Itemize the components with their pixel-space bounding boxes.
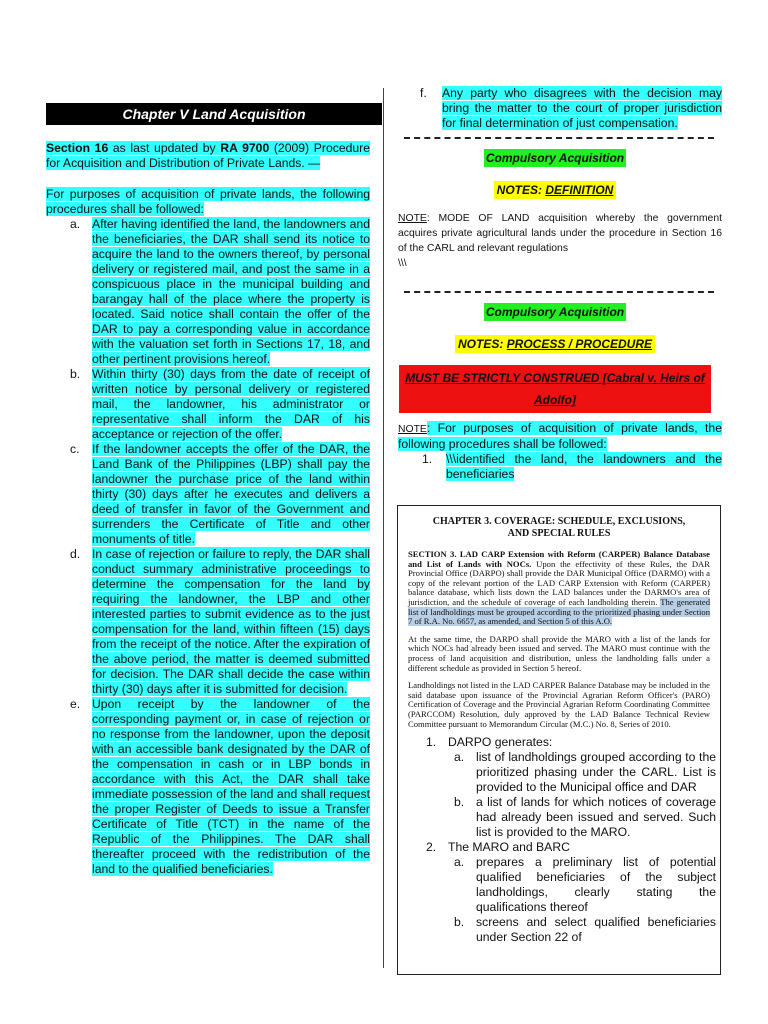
intro-text: For purposes of acquisition of private lands, the following procedures shall be followed: <box>46 187 370 216</box>
doc-section-3 <box>408 550 710 627</box>
list-item <box>46 697 370 877</box>
note-text: : MODE OF LAND acquisition whereby the government acquires private agricultural lands under the procedure in Section 16 of the CARL and relevant regulations <box>398 213 722 254</box>
chapter-title: Chapter V Land Acquisition <box>46 103 382 125</box>
column-divider <box>383 88 384 968</box>
heading-compulsory-1 <box>388 149 722 167</box>
notes-value: DEFINITION <box>545 183 614 197</box>
item-marker: 2. <box>426 840 437 855</box>
construed-line-2: Adolfo] <box>534 393 576 407</box>
notes-definition <box>388 181 722 199</box>
list-item <box>46 442 370 547</box>
item-text: list of landholdings grouped according to the prioritized phasing under the CARL. List is provided to the Municipal office and DAR <box>476 750 716 795</box>
doc-title-line-1: CHAPTER 3. COVERAGE: SCHEDULE, EXCLUSIONS, <box>432 516 686 527</box>
item-text: a list of lands for which notices of coverage had already been issued and served. Such list is provided to the MARO. <box>476 795 716 840</box>
item-text: Upon receipt by the landowner of the corresponding payment or, in case of rejection or no response from the landowner, upon the deposit with an accessible bank designated by the DAR of the compensation in cash or in LBP bonds in accordance with this Act, the DAR shall take immediate possession of the land and shall request the proper Register of Deeds to issue a Transfer Certificate of Title (TCT) in the name of the Republic of the Philippines. The DAR shall thereafter proceed with the redistribution of the land to the qualified beneficiaries. <box>92 697 370 876</box>
note-procedure <box>388 421 722 452</box>
list-item <box>398 750 720 795</box>
item-marker: a. <box>454 750 465 765</box>
section-mid: as last updated by <box>108 141 221 155</box>
construed-line-1: MUST BE STRICTLY CONSTRUED [Cabral v. Heirs of <box>405 371 705 385</box>
compulsory-acquisition-label: Compulsory Acquisition <box>485 305 625 319</box>
list-item <box>388 86 722 131</box>
notes-value: PROCESS / PROCEDURE <box>506 337 653 351</box>
list-item <box>46 547 370 697</box>
note-text: : For purposes of acquisition of private lands, the following procedures shall be followed: <box>398 421 722 451</box>
item-marker: b. <box>454 795 465 810</box>
item-marker: c. <box>70 442 80 456</box>
notes-label: NOTES: <box>457 337 507 351</box>
right-column <box>388 86 722 482</box>
item-text: After having identified the land, the landowners and the beneficiaries, the DAR shall send its notice to acquire the land to the owners thereof, by personal delivery or registered mail, and post the same in a conspicuous place in the municipal building and barangay hall of the place where the property is located. Said notice shall contain the offer of the DAR to pay a corresponding value in accordance with the valuation set forth in Sections 17, 18, and other pertinent provisions hereof. <box>92 217 370 366</box>
dashed-divider <box>404 137 714 139</box>
note-prefix: NOTE <box>398 213 427 224</box>
item-marker: a. <box>454 855 465 870</box>
item-text: DARPO generates: <box>448 735 553 750</box>
doc-title <box>398 516 720 540</box>
doc-section-text: Upon the effectivity of these Rules, the DAR Provincial Office (DARPO) shall provide the DAR Municipal Office (DARMO) with a copy of the relevant portion of the LAD CARP Extension with Reform (CARPER) balance database, which lists down the LAD balances under the DARMO's area of jurisdiction, and the schedule of coverage of each landholding therein. <box>408 558 710 607</box>
heading-compulsory-2 <box>388 303 722 321</box>
item-text: screens and select qualified beneficiaries under Section 22 of <box>476 915 716 945</box>
embedded-document-image <box>397 505 721 975</box>
must-be-construed <box>388 365 722 413</box>
list-item <box>46 367 370 442</box>
item-text: prepares a preliminary list of potential qualified beneficiaries of the subject landholdings, clearly stating the qualifications thereof <box>476 855 716 915</box>
doc-selected-text: The generated list of landholdings must be grouped according to the prioritized phasing under Section 7 of R.A. No. 6657, as amended, and Section 5 of this A.O. <box>408 596 710 627</box>
doc-section-heading: SECTION 3. LAD CARP Extension with Reform (CARPER) Balance Database and List of Lands with NOCs. <box>408 549 710 569</box>
section-year-title: (2009) Procedure for Acquisition and Distribution of Private Lands. — <box>46 141 370 170</box>
item-text: Within thirty (30) days from the date of receipt of written notice by personal delivery or registered mail, the landowner, his administrator or representative shall inform the DAR of his acceptance or rejection of the offer. <box>92 367 370 441</box>
darpo-list <box>398 735 720 750</box>
darpo-sublist <box>398 750 720 840</box>
list-item <box>388 452 722 482</box>
doc-paragraph: Landholdings not listed in the LAD CARPER Balance Database may be included in the said database upon issuance of the Provincial Agrarian Reform Officer's (PARO) Certification of Coverage and the Provincial Agrarian Reform Coordinating Committee (PARCCOM) Resolution, duly approved by the LAD Balance Technical Review Committee pursuant to Memorandum Circular (M.C.) No. 8, Series of 2010. <box>408 680 710 729</box>
compulsory-acquisition-label: Compulsory Acquisition <box>485 151 625 165</box>
doc-title-line-2: AND SPECIAL RULES <box>507 528 611 539</box>
item-marker: f. <box>420 86 427 100</box>
item-text: Any party who disagrees with the decision may bring the matter to the court of proper jurisdiction for final determination of just compensation. <box>442 86 722 130</box>
section-number: Section 16 <box>46 141 109 155</box>
list-item <box>398 795 720 840</box>
list-item <box>398 855 720 915</box>
item-marker: e. <box>70 697 81 711</box>
dashed-divider <box>404 291 714 293</box>
note-slashes: \\\ <box>398 258 407 269</box>
item-marker: 1. <box>426 735 437 750</box>
item-text: The MARO and BARC <box>448 840 570 855</box>
item-marker: a. <box>70 217 81 231</box>
procedure-list-continued <box>388 86 722 131</box>
maro-sublist <box>398 855 720 945</box>
notes-process <box>388 335 722 353</box>
item-text: In case of rejection or failure to reply, the DAR shall conduct summary administrative proceedings to determine the compensation for the land by requiring the landowner, the LBP and other interested parties to submit evidence as to the just compensation for the land, within fifteen (15) days from the receipt of the notice. After the expiration of the above period, the matter is deemed submitted for decision. The DAR shall decide the case within thirty (30) days after it is submitted for decision. <box>92 547 370 696</box>
procedure-steps <box>388 452 722 482</box>
notes-label: NOTES: <box>496 183 546 197</box>
maro-list <box>398 840 720 855</box>
item-text: If the landowner accepts the offer of the DAR, the Land Bank of the Philippines (LBP) shall pay the landowner the purchase price of the land within thirty (30) days after he executes and delivers a deed of transfer in favor of the Government and surrenders the Certificate of Title and other monuments of title. <box>92 442 370 546</box>
item-marker: b. <box>70 367 81 381</box>
list-item <box>398 915 720 945</box>
note-definition <box>388 211 722 271</box>
note-prefix: NOTE <box>398 424 427 435</box>
procedure-list <box>46 217 370 877</box>
item-marker: d. <box>70 547 81 561</box>
item-text: \\\identified the land, the landowners and the beneficiaries <box>446 452 722 481</box>
list-item <box>398 735 720 750</box>
item-marker: b. <box>454 915 465 930</box>
intro-paragraph <box>46 187 370 217</box>
list-item <box>46 217 370 367</box>
section-heading <box>46 141 370 171</box>
left-column <box>46 103 370 877</box>
list-item <box>398 840 720 855</box>
section-ra: RA 9700 <box>220 141 270 155</box>
item-marker: 1. <box>422 452 433 466</box>
doc-paragraph: At the same time, the DARPO shall provide the MARO with a list of the lands for which NOCs had already been issued and served. The MARO must continue with the process of land acquisition and distribution, unless the landholding falls under a different schedule as provided in Section 5 hereof. <box>408 633 710 673</box>
